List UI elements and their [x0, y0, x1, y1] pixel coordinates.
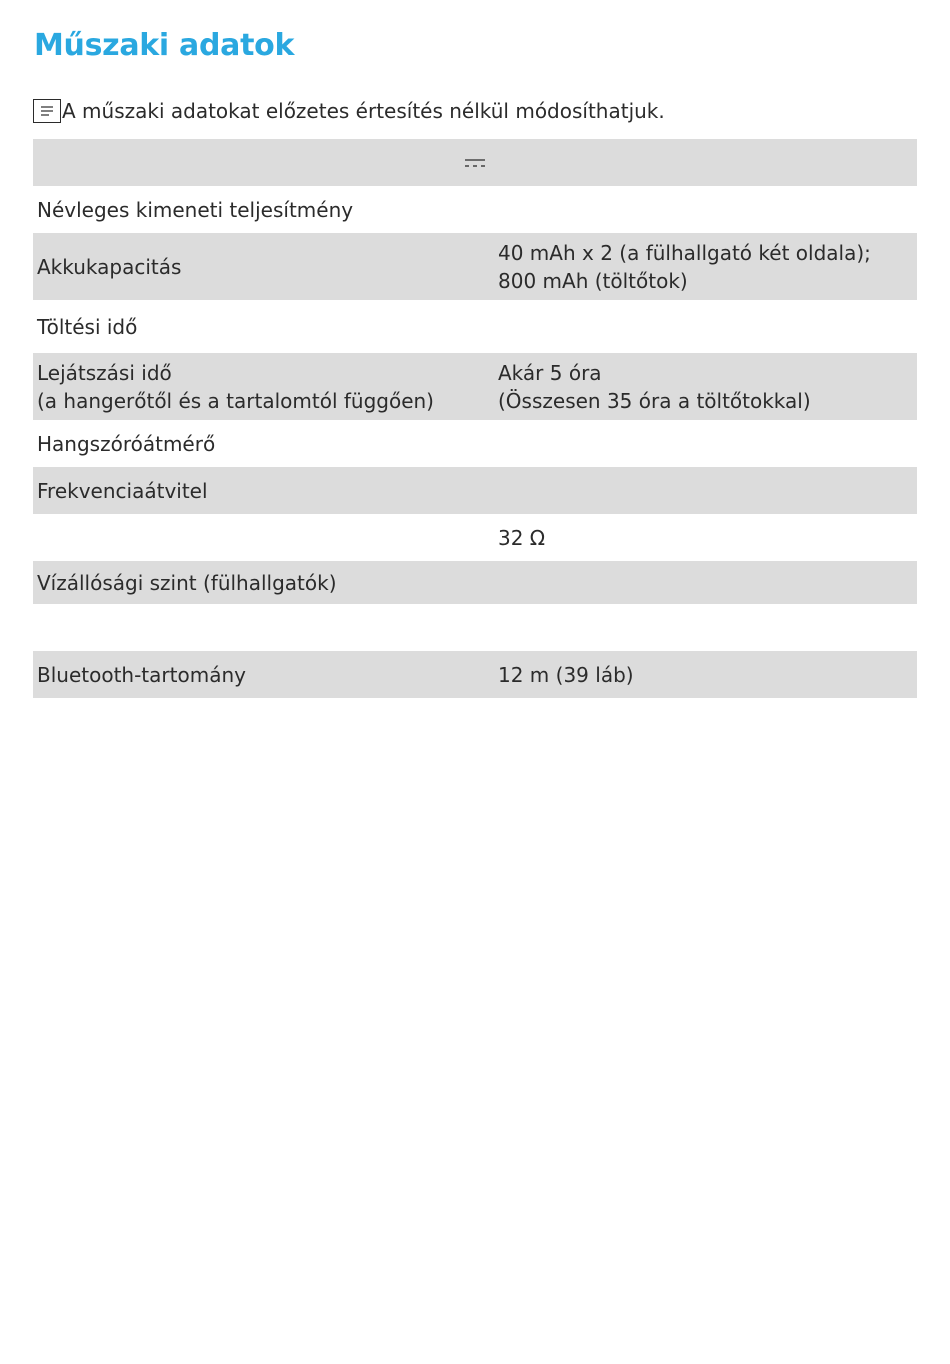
table-row [33, 420, 917, 467]
spec-value-line: (Összesen 35 óra a töltőtokkal) [498, 388, 811, 413]
spec-value [494, 359, 917, 415]
note-icon [33, 99, 61, 123]
spec-table [33, 139, 917, 698]
table-row [33, 561, 917, 604]
table-header-row [33, 139, 917, 186]
dc-current-symbol-icon [33, 156, 917, 170]
spec-label: Névleges kimeneti teljesítmény [37, 197, 354, 222]
spec-value [494, 239, 917, 295]
page-title: Műszaki adatok [34, 28, 295, 63]
table-row [33, 233, 917, 300]
note-text: A műszaki adatokat előzetes értesítés nélkül módosíthatjuk. [62, 99, 665, 123]
spec-label: Frekvenciaátvitel [37, 478, 208, 503]
spec-value-line: 40 mAh x 2 (a fülhallgató két oldala); [498, 240, 871, 265]
table-row [33, 467, 917, 514]
spec-label: Bluetooth-tartomány [37, 662, 246, 687]
spec-label: Akkukapacitás [37, 254, 182, 279]
table-row [33, 514, 917, 561]
table-row [33, 651, 917, 698]
spec-label: Hangszóróátmérő [37, 431, 216, 456]
table-row [33, 186, 917, 233]
spec-label: Vízállósági szint (fülhallgatók) [37, 570, 337, 595]
table-row [33, 604, 917, 651]
spec-value: 32 Ω [498, 525, 546, 550]
spec-label: Töltési idő [37, 314, 138, 339]
note-line [33, 99, 665, 123]
spec-value: 12 m (39 láb) [498, 662, 634, 687]
spec-value-line: Akár 5 óra [498, 360, 602, 385]
spec-label-line: Lejátszási idő [37, 360, 172, 385]
table-row [33, 353, 917, 420]
spec-label [33, 359, 494, 415]
table-row [33, 300, 917, 353]
spec-label-line: (a hangerőtől és a tartalomtól függően) [37, 388, 434, 413]
spec-value-line: 800 mAh (töltőtok) [498, 268, 688, 293]
